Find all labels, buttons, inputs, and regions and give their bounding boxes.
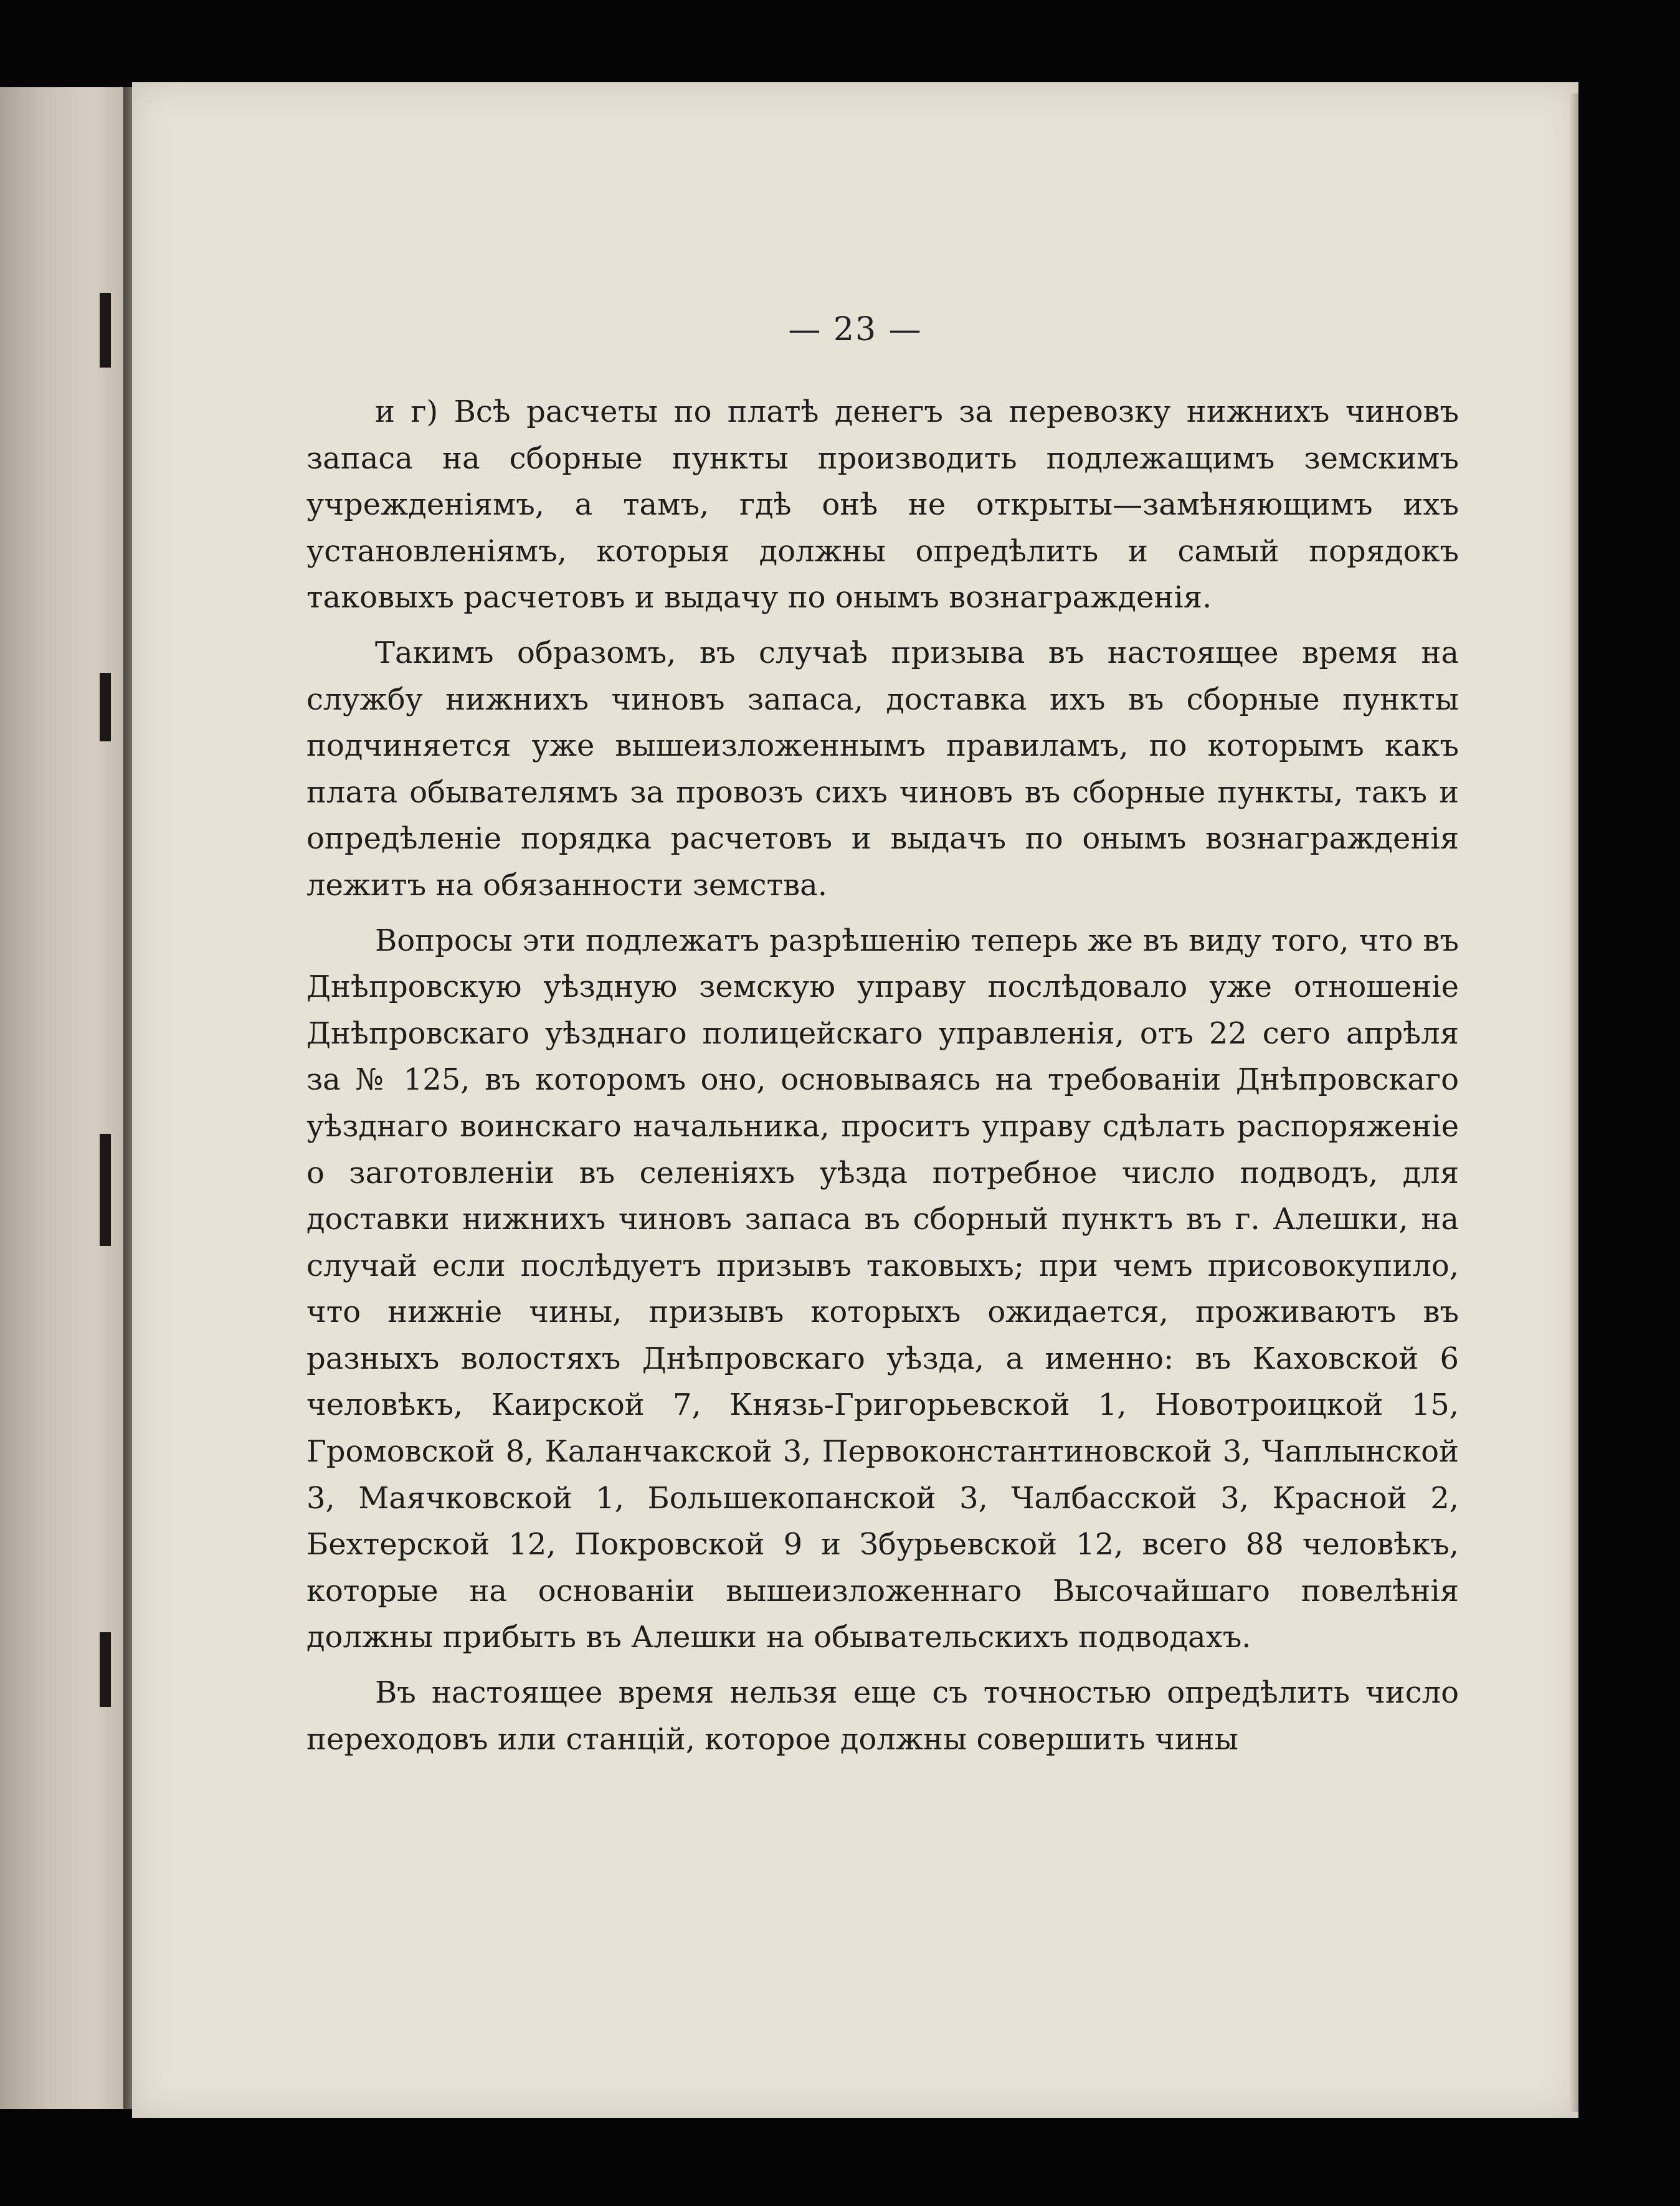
paragraph: Въ настоящее время нельзя еще съ точностью опредѣлить число переходовъ или станцій, которое должны совершить чины xyxy=(306,1675,1459,1757)
paragraph: и г) Всѣ расчеты по платѣ денегъ за перевозку нижнихъ чиновъ запаса на сборные пункты производить подлежащимъ земскимъ учрежденіямъ, а тамъ, гдѣ онѣ не открыты—замѣняющимъ ихъ установленіямъ, которыя должны опредѣлить и самый порядокъ таковыхъ расчетовъ и выдачу по онымъ вознагражденія. xyxy=(306,394,1459,616)
binding-thread-mark xyxy=(100,293,111,368)
paragraph: Такимъ образомъ, въ случаѣ призыва въ настоящее время на службу нижнихъ чиновъ запаса, доставка ихъ въ сборные пункты подчиняется уже вышеизложеннымъ правиламъ, по которымъ какъ плата обывателямъ за провозъ сихъ чиновъ въ сборные пункты, такъ и опредѣленіе порядка расчетовъ и выдачъ по онымъ вознагражденія лежитъ на обязанности земства. xyxy=(306,635,1459,903)
binding-thread-mark xyxy=(100,1134,111,1246)
scanned-page xyxy=(132,82,1578,2118)
body-text xyxy=(306,389,1459,1762)
binding-thread-mark xyxy=(100,1632,111,1707)
adjacent-page-strip xyxy=(0,87,132,2109)
binding-thread-mark xyxy=(100,673,111,741)
page-number-header: — 23 — xyxy=(788,311,923,348)
page-edge xyxy=(1570,93,1578,2112)
paragraph: Вопросы эти подлежатъ разрѣшенію теперь же въ виду того, что въ Днѣпровскую уѣздную земскую управу послѣдовало уже отношеніе Днѣпровскаго уѣзднаго полицейскаго управленія, отъ 22 сего апрѣля за № 125, въ которомъ оно, основываясь на требованіи Днѣпровскаго уѣзднаго воинскаго начальника, проситъ управу сдѣлать распоряженіе о заготовленіи въ селеніяхъ уѣзда потребное число подводъ, для доставки нижнихъ чиновъ запаса въ сборный пунктъ въ г. Алешки, на случай если послѣдуетъ призывъ таковыхъ; при чемъ присовокупило, что нижніе чины, призывъ которыхъ ожидается, проживаютъ въ разныхъ волостяхъ Днѣпровскаго уѣзда, а именно: въ Каховской 6 человѣкъ, Каирской 7, Князь-Григорьевской 1, Новотроицкой 15, Громовской 8, Каланчакской 3, Первоконстантиновской 3, Чаплынской 3, Маячковской 1, Большекопанской 3, Чалбасской 3, Красной 2, Бехтерской 12, Покровской 9 и Збурьевской 12, всего 88 человѣкъ, которые на основаніи вышеизложеннаго Высочайшаго повелѣнія должны прибыть въ Алешки на обывательскихъ подводахъ. xyxy=(306,923,1459,1655)
